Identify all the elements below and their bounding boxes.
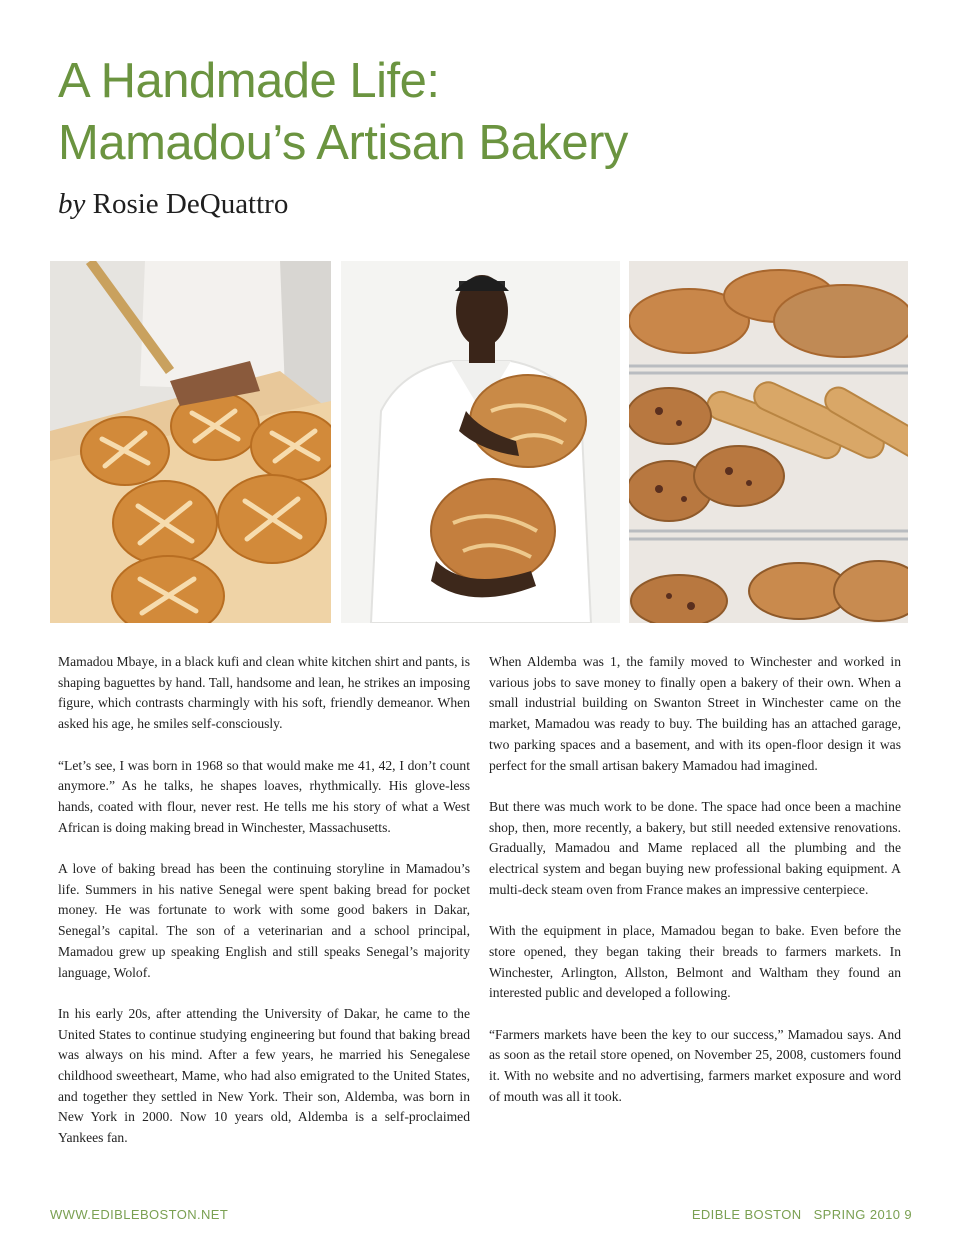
article-column-right	[489, 652, 901, 1128]
paragraph: But there was much work to be done. The space had once been a machine shop, then, more recently, a bakery, but still needed extensive renovations. Gradually, Mamadou and Mame replaced all the plumbing and the electrical system and began buying new professional baking equipment. A multi-deck steam oven from France makes an impressive centerpiece.	[489, 798, 901, 897]
byline-prefix: by	[58, 188, 86, 220]
article-column-left	[58, 652, 470, 1170]
bread-loaves-on-peel-photo	[50, 261, 331, 623]
paragraph: A love of baking bread has been the continuing storyline in Mamadou’s life. Summers in his native Senegal were spent baking bread for pocket money. He was fortunate to work with some good bakers in Dakar, Senegal’s capital. The son of a veterinarian and a school principal, Mamadou grew up speaking English and still speaks Senegal’s majority language, Wolof.	[58, 861, 470, 980]
byline	[58, 188, 288, 221]
author-name: Rosie DeQuattro	[92, 188, 289, 220]
footer-website: WWW.EDIBLEBOSTON.NET	[50, 1207, 229, 1222]
paragraph: With the equipment in place, Mamadou began to bake. Even before the store opened, they began taking their breads to farmers markets. In Winchester, Arlington, Allston, Belmont and Waltham they found an interested public and developed a following.	[489, 923, 901, 1001]
paragraph: When Aldemba was 1, the family moved to Winchester and worked in various jobs to save money to finally open a bakery of their own. When a small industrial building on Swanton Street in Winchester came on the market, Mamadou was ready to buy. The building has an attached garage, two parking spaces and a basement, and with its open-floor design it was perfect for the small artisan bakery Mamadou had imagined.	[489, 654, 901, 773]
paragraph: Mamadou Mbaye, in a black kufi and clean white kitchen shirt and pants, is shaping baguettes by hand. Tall, handsome and lean, he strikes an imposing figure, which contrasts charmingly with his soft, friendly demeanor. When asked his age, he smiles self-consciously.	[58, 654, 470, 732]
title-line-1: A Handmade Life:	[58, 54, 440, 108]
paragraph: In his early 20s, after attending the University of Dakar, he came to the United States to continue studying engineering but found that baking bread was always on his mind. After a few years, he married his Senegalese childhood sweetheart, Mame, who had also emigrated to the United States, and together they settled in New York. Their son, Aldemba, was born in New York in 2000. Now 10 years old, Aldemba is a self-proclaimed Yankees fan.	[58, 1005, 470, 1146]
paragraph: “Let’s see, I was born in 1968 so that would make me 41, 42, I don’t count anymore.” As he talks, he shapes loaves, rhythmically. His glove-less hands, coated with flour, never rest. He tells me his story of what a West African is doing making bread in Winchester, Massachusetts.	[58, 757, 470, 835]
title-line-2: Mamadou’s Artisan Bakery	[58, 116, 628, 170]
bread-racks-photo	[629, 261, 908, 623]
baker-holding-loaves-photo	[341, 261, 620, 623]
paragraph: “Farmers markets have been the key to our success,” Mamadou says. And as soon as the retail store opened, on November 25, 2008, customers found it. With no website and no advertising, farmers market exposure and word of mouth was all it took.	[489, 1026, 901, 1104]
footer-issue-page: EDIBLE BOSTON SPRING 2010 9	[691, 1207, 912, 1222]
article-title	[58, 50, 918, 174]
